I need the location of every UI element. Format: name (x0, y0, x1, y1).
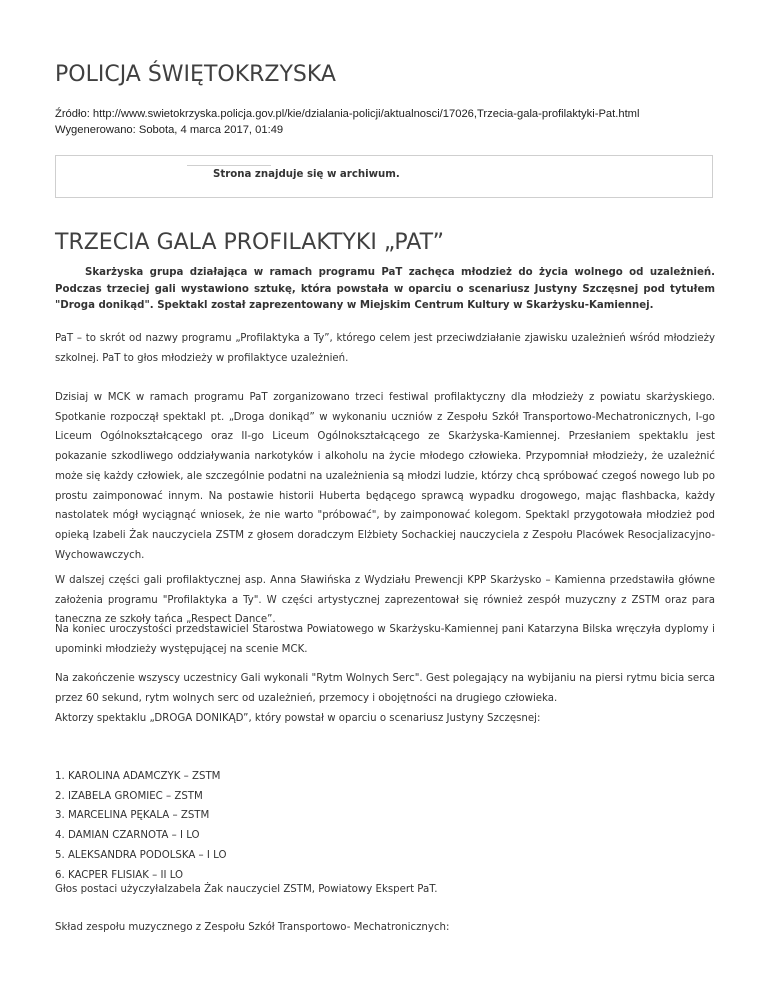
list-item: 5. ALEKSANDRA PODOLSKA – I LO (55, 849, 227, 861)
site-title: POLICJA ŚWIĘTOKRZYSKA (55, 62, 336, 87)
paragraph-actors-intro: Aktorzy spektaklu „DROGA DONIKĄD”, który powstał w oparciu o scenariusz Justyny Szczęsnej: (55, 713, 541, 724)
generated-date: Wygenerowano: Sobota, 4 marca 2017, 01:49 (55, 124, 284, 136)
list-item: 2. IZABELA GROMIEC – ZSTM (55, 790, 203, 802)
article-title: TRZECIA GALA PROFILAKTYKI „PAT” (55, 230, 444, 255)
paragraph-ceremony-end: Na koniec uroczystości przedstawiciel Starostwa Powiatowego w Skarżysku-Kamiennej pani Katarzyna Bilska wręczyła dyplomy i upominki młodzieży występującej na scenie MCK. (55, 624, 715, 655)
paragraph-rhythm: Na zakończenie wszyscy uczestnicy Gali wykonali "Rytm Wolnych Serc". Gest polegający na wybijaniu na piersi rytmu bicia serca przez 60 sekund, rytm wolnych serc od uzależnień, przemocy i obojętności na drugiego człowieka. (55, 673, 715, 704)
archive-notice: Strona znajduje się w archiwum. (213, 169, 400, 180)
paragraph-voice-credit: Głos postaci użyczyłaIzabela Żak nauczyciel ZSTM, Powiatowy Ekspert PaT. (55, 884, 438, 895)
list-item: 3. MARCELINA PĘKALA – ZSTM (55, 810, 210, 822)
source-url[interactable]: Źródło: http://www.swietokrzyska.policja.gov.pl/kie/dzialania-policji/aktualnosci/17026,Trzecia-gala-profilaktyki-Pat.html (55, 108, 640, 120)
list-item: 4. DAMIAN CZARNOTA – I LO (55, 830, 200, 842)
article-lead: Skarżyska grupa działająca w ramach programu PaT zachęca młodzież do życia wolnego od uzależnień. Podczas trzeciej gali wystawiono sztukę, która powstała w oparciu o scenariusz Justyny Szczęsnej pod tytułem "Droga donikąd". Spektakl został zaprezentowany w Miejskim Centrum Kultury w Skarżysku-Kamiennej. (55, 267, 715, 311)
archive-notice-box (55, 155, 713, 198)
list-item: 6. KACPER FLISIAK – II LO (55, 869, 184, 881)
archive-divider (187, 165, 271, 166)
actors-list (55, 767, 226, 885)
paragraph-pat-definition: PaT – to skrót od nazwy programu „Profilaktyka a Ty”, którego celem jest przeciwdziałanie zjawisku uzależnień wśród młodzieży szkolnej. PaT to głos młodzieży w profilaktyce uzależnień. (55, 333, 715, 364)
paragraph-mck-event: Dzisiaj w MCK w ramach programu PaT zorganizowano trzeci festiwal profilaktyczny dla młodzieży z powiatu skarżyskiego. Spotkanie rozpoczął spektakl pt. „Droga donikąd” w wykonaniu uczniów z Zespołu Szkół Transportowo-Mechatronicznych, I-go Liceum Ogólnokształcącego oraz II-go Liceum Ogólnokształcącego ze Skarżyska-Kamiennej. Przesłaniem spektaklu jest pokazanie szkodliwego oddziaływania narkotyków i alkoholu na życie młodego człowieka. Przypomniał młodzieży, że uzależnić może się każdy człowiek, ale szczególnie podatni na uzależnienia są młodzi ludzie, którzy chcą spróbować czegoś nowego lub po prostu zaimponować innym. Na postawie historii Huberta będącego sprawcą wypadku drogowego, mając flashbacka, każdy nastolatek mógł wyciągnąć wniosek, że nie warto "próbować", by zaimponować kolegom. Spektakl przygotowała młodzież pod opieką Izabeli Żak nauczyciela ZSTM z głosem doradczym Elżbiety Sochackiej nauczyciela z Zespołu Placówek Resocjalizacyjno-Wychowawczych. (55, 392, 715, 561)
paragraph-band-intro: Skład zespołu muzycznego z Zespołu Szkół Transportowo- Mechatronicznych: (55, 922, 450, 933)
list-item: 1. KAROLINA ADAMCZYK – ZSTM (55, 771, 221, 782)
paragraph-gala-part: W dalszej części gali profilaktycznej asp. Anna Sławińska z Wydziału Prewencji KPP Skarżysko – Kamienna przedstawiła główne założenia programu "Profilaktyka a Ty". W części artystycznej zaprezentował się również zespół muzyczny z ZSTM oraz para taneczna ze szkoły tańca „Respect Dance”. (55, 575, 715, 626)
source-info (55, 106, 735, 138)
